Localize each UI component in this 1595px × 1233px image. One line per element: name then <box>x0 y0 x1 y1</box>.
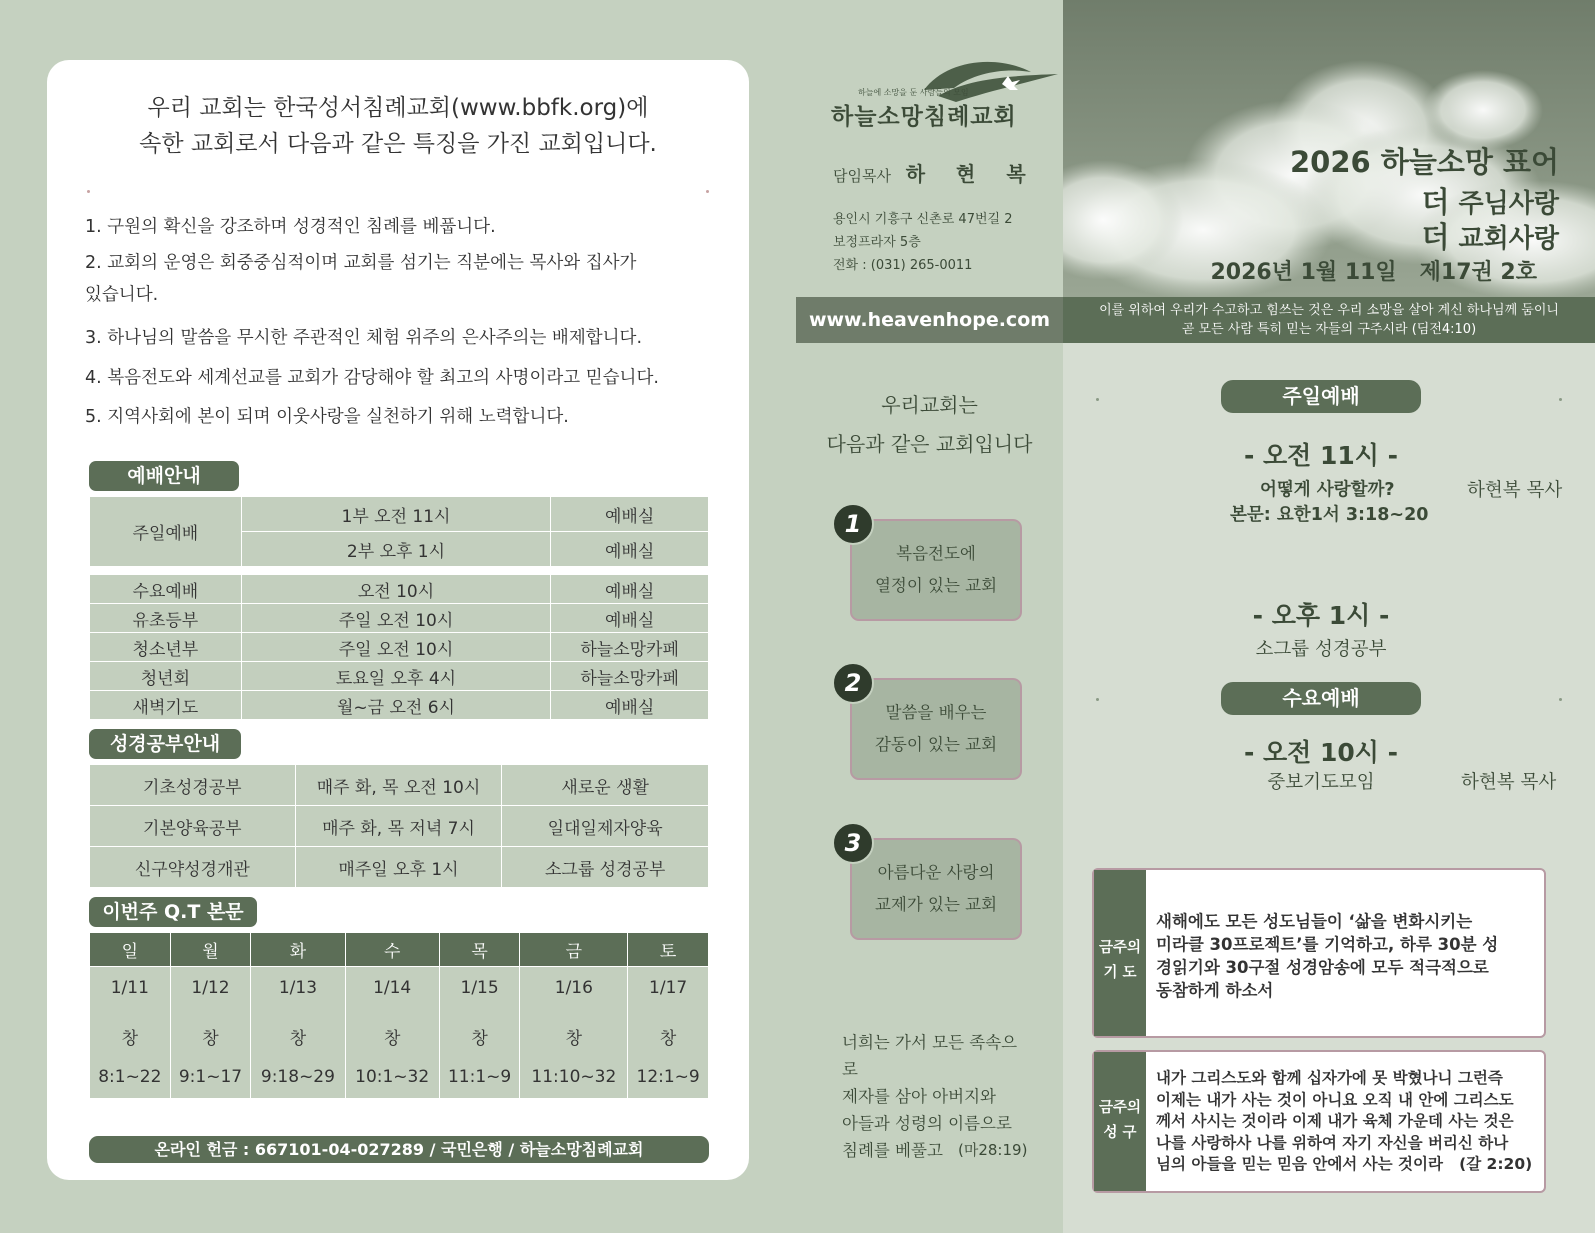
table-row <box>90 662 709 691</box>
study-table <box>89 764 709 888</box>
qt-date: 1/13 <box>278 978 318 998</box>
table-header-row <box>90 933 709 967</box>
verse-line: 내가 그리스도와 함께 십자가에 못 박혔나니 그런즉 <box>1156 1069 1503 1087</box>
box-label-line: 성 구 <box>1103 1125 1137 1141</box>
table-row <box>90 497 709 532</box>
church-info-card <box>47 60 749 1180</box>
weekly-verse-text <box>1156 1068 1532 1176</box>
worship-heading: 예배안내 <box>89 461 239 491</box>
table-cell: 매주 화, 목 저녁 7시 <box>295 806 502 847</box>
value-number-badge: 3 <box>832 822 874 864</box>
logo-tagline: 하늘에 소망을 둔 사람들의 모임 <box>858 88 969 97</box>
qt-book: 창 <box>289 1029 307 1049</box>
motto-text: 주님사랑 <box>1458 189 1559 219</box>
value-number-badge: 1 <box>832 503 874 545</box>
table-cell: 하늘소망카페 <box>551 633 709 662</box>
table-cell: 기초성경공부 <box>90 765 296 806</box>
value-box <box>850 838 1022 940</box>
verse-line: 나를 사랑하사 나를 위하여 자기 자신을 버리신 하나 <box>1156 1133 1509 1152</box>
pastor-label: 담임목사 <box>833 167 891 185</box>
table-cell: 예배실 <box>551 575 709 604</box>
table-header-cell: 금 <box>520 933 628 967</box>
divider-dot <box>1559 398 1562 401</box>
box-label-line: 금주의 <box>1098 1100 1142 1116</box>
table-row <box>90 633 709 662</box>
table-cell: 토요일 오후 4시 <box>241 662 550 691</box>
wednesday-worship-heading: 수요예배 <box>1221 682 1421 715</box>
table-cell: 소그룹 성경공부 <box>502 847 709 888</box>
table-row <box>90 575 709 604</box>
intro-line-1: 우리 교회는 한국성서침례교회(www.bbfk.org)에 <box>147 95 649 121</box>
divider-dot <box>87 190 90 193</box>
website-link[interactable]: www.heavenhope.com <box>796 297 1063 343</box>
qt-cell <box>345 967 439 1099</box>
value-text: 교제가 있는 교회 <box>874 895 998 914</box>
church-values-title-line: 다음과 같은 교회입니다 <box>826 432 1033 456</box>
table-cell: 1부 오전 11시 <box>241 497 550 532</box>
table-cell: 유초등부 <box>90 604 242 633</box>
sermon-title: 어떻게 사랑할까? <box>1260 480 1395 500</box>
table-cell: 하늘소망카페 <box>551 662 709 691</box>
qt-heading: 이번주 Q.T 본문 <box>89 897 257 927</box>
prayer-line: 경읽기와 30구절 성경암송에 모두 적극적으로 <box>1156 958 1489 977</box>
qt-date: 1/14 <box>373 978 412 998</box>
qt-verse: 11:1~9 <box>447 1067 512 1087</box>
qt-book: 창 <box>202 1029 219 1049</box>
value-box <box>850 678 1022 780</box>
qt-verse: 8:1~22 <box>98 1067 162 1087</box>
box-label-line: 기 도 <box>1103 965 1137 981</box>
preacher-name: 하현복 목사 <box>1467 480 1563 501</box>
table-cell: 주일 오전 10시 <box>241 604 550 633</box>
table-row <box>90 765 709 806</box>
theme-verse-line: 이를 위하여 우리가 수고하고 힘쓰는 것은 우리 소망을 살아 계신 하나님께 둠이니 <box>1099 303 1559 318</box>
motto-emphasis: 더 <box>1421 185 1450 219</box>
divider-dot <box>1559 698 1562 701</box>
pastor-info <box>833 158 1038 187</box>
table-cell: 새로운 생활 <box>502 765 709 806</box>
value-text: 아름다운 사랑의 <box>877 863 995 882</box>
issue-date: 2026년 1월 11일 제17권 2호 <box>1210 260 1537 285</box>
table-cell: 신구약성경개관 <box>90 847 296 888</box>
table-cell: 주일예배 <box>90 497 242 567</box>
table-cell: 기본양육공부 <box>90 806 296 847</box>
divider-dot <box>706 190 709 193</box>
value-number-badge: 2 <box>832 662 874 704</box>
feature-item: 3. 하나님의 말씀을 무시한 주관적인 체험 위주의 은사주의는 배제합니다. <box>85 328 643 348</box>
table-header-cell: 화 <box>251 933 345 967</box>
address-line: 용인시 기흥구 신촌로 47번길 2 <box>833 212 1013 227</box>
qt-cell <box>628 967 709 1099</box>
qt-date: 1/17 <box>649 978 688 998</box>
weekly-prayer-box <box>1092 868 1546 1038</box>
afternoon-time: - 오후 1시 - <box>1252 601 1390 630</box>
prayer-line: 새해에도 모든 성도님들이 ‘삶을 변화시키는 <box>1156 912 1473 931</box>
verse-line: 아들과 성령의 이름으로 <box>842 1114 1012 1133</box>
qt-table <box>89 932 709 1099</box>
address-line: 보정프라자 5층 <box>833 235 921 250</box>
qt-date: 1/12 <box>191 978 230 998</box>
table-cell: 예배실 <box>551 691 709 720</box>
feature-item: 4. 복음전도와 세계선교를 교회가 감당해야 할 최고의 사명이라고 믿습니다. <box>85 368 659 388</box>
schedule-table <box>89 574 709 720</box>
qt-book: 창 <box>383 1029 401 1049</box>
qt-date: 1/16 <box>554 978 593 998</box>
sermon-scripture: 본문: 요한1서 3:18~20 <box>1230 505 1429 525</box>
verse-reference: (마28:19) <box>958 1141 1028 1159</box>
value-text: 복음전도에 <box>896 544 976 563</box>
church-logo <box>826 54 1066 138</box>
qt-cell <box>251 967 345 1099</box>
table-header-cell: 수 <box>345 933 439 967</box>
table-cell: 주일 오전 10시 <box>241 633 550 662</box>
church-name: 하늘소망침례교회 <box>831 104 1017 130</box>
qt-book: 창 <box>121 1029 139 1049</box>
church-values-title <box>796 386 1063 464</box>
qt-verse: 10:1~32 <box>355 1067 430 1087</box>
qt-verse: 9:18~29 <box>260 1067 335 1087</box>
feature-item: 5. 지역사회에 본이 되며 이웃사랑을 실천하기 위해 노력합니다. <box>85 407 569 427</box>
table-row <box>90 691 709 720</box>
church-values-title-line: 우리교회는 <box>881 393 978 417</box>
pastor-name: 하 현 복 <box>905 162 1038 186</box>
value-box <box>850 519 1022 621</box>
value-text: 말씀을 배우는 <box>885 703 987 722</box>
table-cell: 예배실 <box>551 497 709 532</box>
table-header-cell: 월 <box>170 933 251 967</box>
box-label-line: 금주의 <box>1098 940 1142 956</box>
qt-date: 1/15 <box>460 978 499 998</box>
table-cell: 예배실 <box>551 604 709 633</box>
table-header-cell: 일 <box>90 933 171 967</box>
theme-verse-bar <box>1063 297 1595 343</box>
table-cell: 월~금 오전 6시 <box>241 691 550 720</box>
wednesday-program: 중보기도모임 <box>1267 772 1375 793</box>
feature-item: 1. 구원의 확신을 강조하며 성경적인 침례를 베풉니다. <box>85 217 496 237</box>
qt-verse: 9:1~17 <box>178 1067 243 1087</box>
motto-text: 교회사랑 <box>1458 224 1559 254</box>
qt-cell <box>520 967 628 1099</box>
wednesday-time: - 오전 10시 - <box>1243 738 1399 767</box>
qt-date: 1/11 <box>110 978 149 998</box>
verse-line: 제자를 삼아 아버지와 <box>842 1087 996 1106</box>
feature-item: 있습니다. <box>85 285 159 305</box>
divider-dot <box>1096 698 1099 701</box>
verse-line: 님의 아들을 믿는 믿음 안에서 사는 것이라 (갈 2:20) <box>1156 1155 1533 1173</box>
table-row <box>90 806 709 847</box>
value-text: 열정이 있는 교회 <box>874 576 998 595</box>
table-cell: 예배실 <box>551 532 709 567</box>
theme-verse-line: 곧 모든 사람 특히 믿는 자들의 구주시라 (딤전4:10) <box>1181 322 1477 337</box>
table-cell: 매주 화, 목 오전 10시 <box>295 765 502 806</box>
phone-number: 전화 : (031) 265-0011 <box>833 258 973 273</box>
value-text: 감동이 있는 교회 <box>874 735 998 754</box>
table-cell: 청년회 <box>90 662 242 691</box>
qt-cell <box>90 967 171 1099</box>
table-cell: 오전 10시 <box>241 575 550 604</box>
weekly-prayer-label <box>1094 870 1146 1036</box>
table-row <box>90 604 709 633</box>
verse-line: 침례를 베풀고 <box>842 1141 943 1160</box>
online-offering-bar: 온라인 헌금 : 667101-04-027289 / 국민은행 / 하늘소망침례교회 <box>89 1136 709 1163</box>
prayer-line: 동참하게 하소서 <box>1156 981 1274 1000</box>
table-cell: 매주일 오후 1시 <box>295 847 502 888</box>
motto-title: 2026 하늘소망 표어 <box>1290 145 1559 179</box>
afternoon-program: 소그룹 성경공부 <box>1255 639 1387 660</box>
table-cell: 일대일제자양육 <box>502 806 709 847</box>
intro-text <box>47 90 749 162</box>
feature-item: 2. 교회의 운영은 회중중심적이며 교회를 섬기는 직분에는 목사와 집사가 <box>85 253 637 273</box>
intro-line-2: 속한 교회로서 다음과 같은 특징을 가진 교회입니다. <box>139 131 657 157</box>
weekly-verse-label <box>1094 1052 1146 1191</box>
motto-emphasis: 더 <box>1421 220 1450 254</box>
table-cell: 수요예배 <box>90 575 242 604</box>
study-heading: 성경공부안내 <box>89 729 241 759</box>
qt-book: 창 <box>565 1029 583 1049</box>
qt-cell <box>439 967 520 1099</box>
table-header-cell: 토 <box>628 933 709 967</box>
verse-line: 께서 사시는 것이라 이제 내가 육체 가운데 사는 것은 <box>1156 1112 1514 1130</box>
table-cell: 2부 오후 1시 <box>241 532 550 567</box>
table-cell: 청소년부 <box>90 633 242 662</box>
sunday-worship-heading: 주일예배 <box>1221 380 1421 413</box>
worship-table <box>89 496 709 567</box>
qt-cell <box>170 967 251 1099</box>
motto-line <box>1421 215 1559 256</box>
weekly-verse-box <box>1092 1050 1546 1193</box>
verse-line: 이제는 내가 사는 것이 아니요 오직 내 안에 그리스도 <box>1156 1090 1514 1109</box>
weekly-prayer-text <box>1156 910 1498 1002</box>
prayer-line: 미라클 30프로젝트’를 기억하고, 하루 30분 성 <box>1156 935 1499 954</box>
qt-verse: 12:1~9 <box>636 1067 700 1087</box>
qt-verse: 11:10~32 <box>531 1067 617 1087</box>
divider-dot <box>1096 398 1099 401</box>
table-row <box>90 967 709 1099</box>
wednesday-preacher: 하현복 목사 <box>1461 772 1557 793</box>
table-cell: 새벽기도 <box>90 691 242 720</box>
table-header-cell: 목 <box>439 933 520 967</box>
qt-book: 창 <box>471 1029 488 1049</box>
qt-book: 창 <box>659 1029 677 1049</box>
verse-line: 너희는 가서 모든 족속으로 <box>842 1033 1018 1079</box>
table-row <box>90 847 709 888</box>
sunday-time: - 오전 11시 - <box>1243 441 1399 470</box>
